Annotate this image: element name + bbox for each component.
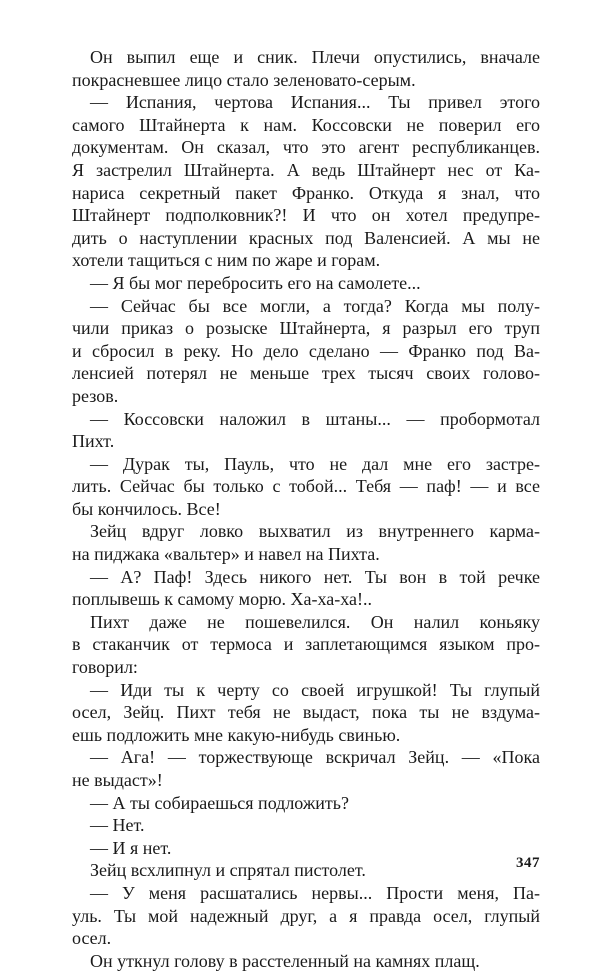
text-line: чили приказ о розыске Штайнерта, я разрыл его труп (72, 318, 540, 339)
text-line: осел, Зейц. Пихт тебя не выдаст, пока ты не вздума- (72, 702, 540, 723)
text-line: — И я нет. (90, 837, 172, 858)
paragraph (72, 679, 540, 747)
text-line: самого Штайнерта к нам. Коссовски не поверил его (72, 114, 540, 135)
paragraph (72, 950, 540, 972)
text-line: ешь подложить мне какую-нибудь свинью. (72, 724, 401, 745)
text-line: покрасневшее лицо стало зеленовато-серым. (72, 69, 416, 90)
text-line: бы кончилось. Все! (72, 498, 221, 519)
text-line: осел. (72, 928, 112, 949)
text-line: и сбросил в реку. Но дело сделано — Франко под Ва- (72, 340, 540, 361)
text-line: — Сейчас бы все могли, а тогда? Когда мы полу- (90, 295, 540, 316)
text-line: резов. (72, 385, 119, 406)
body-text (72, 46, 540, 972)
book-page (72, 46, 540, 971)
text-line: — Ага! — торжествующе вскричал Зейц. — «Пока (90, 747, 540, 768)
text-line: ленсией потерял не меньше трех тысяч своих голово- (72, 363, 540, 384)
text-line: — У меня расшатались нервы... Прости меня, Па- (90, 882, 540, 903)
text-line: Он выпил еще и сник. Плечи опустились, вначале (90, 47, 540, 67)
text-line: — Коссовски наложил в штаны... — пробормотал (90, 408, 540, 429)
paragraph (72, 792, 540, 815)
paragraph (72, 566, 540, 611)
text-line: Он уткнул голову в расстеленный на камнях плащ. (90, 950, 480, 971)
text-line: на пиджака «вальтер» и навел на Пихта. (72, 544, 380, 565)
text-line: дить о наступлении красных под Валенсией. А мы не (72, 227, 540, 248)
text-line: — Нет. (90, 815, 145, 836)
text-line: поплывешь к самому морю. Ха-ха-ха!.. (72, 589, 372, 610)
text-line: — Дурак ты, Пауль, что не дал мне его застре- (90, 453, 540, 474)
paragraph (72, 611, 540, 679)
paragraph (72, 746, 540, 791)
paragraph (72, 295, 540, 408)
text-line: — А? Паф! Здесь никого нет. Ты вон в той речке (90, 566, 540, 587)
text-line: — Испания, чертова Испания... Ты привел этого (90, 92, 540, 113)
paragraph (72, 837, 540, 860)
paragraph (72, 814, 540, 837)
text-line: Пихт. (72, 431, 115, 452)
paragraph (72, 408, 540, 453)
text-line: Штайнерт подполковник?! И что он хотел предупре- (72, 205, 540, 226)
paragraph (72, 520, 540, 565)
paragraph (72, 46, 540, 91)
page-number: 347 (516, 855, 540, 871)
paragraph (72, 453, 540, 521)
text-line: Зейц всхлипнул и спрятал пистолет. (90, 860, 366, 881)
text-line: — Я бы мог перебросить его на самолете... (90, 272, 421, 293)
text-line: Зейц вдруг ловко выхватил из внутреннего карма- (90, 521, 540, 542)
text-line: лить. Сейчас бы только с тобой... Тебя — паф! — и все (72, 476, 540, 497)
text-line: нариса секретный пакет Франко. Откуда я знал, что (72, 182, 540, 203)
text-line: не выдаст»! (72, 770, 163, 790)
text-line: хотели тащиться с ним по жаре и горам. (72, 250, 381, 271)
text-line: Я застрелил Штайнерта. А ведь Штайнерт нес от Ка- (72, 159, 540, 180)
text-line: Пихт даже не пошевелился. Он налил коньяку (90, 611, 540, 632)
text-line: — Иди ты к черту со своей игрушкой! Ты глупый (90, 679, 540, 700)
text-line: — А ты собираешься подложить? (90, 792, 349, 813)
text-line: уль. Ты мой надежный друг, а я правда осел, глупый (72, 905, 540, 926)
text-line: говорил: (72, 657, 138, 678)
text-line: документам. Он сказал, что это агент республиканцев. (72, 137, 540, 158)
paragraph (72, 272, 540, 295)
text-line: в стаканчик от термоса и заплетающимся языком про- (72, 634, 540, 655)
paragraph (72, 859, 540, 882)
paragraph (72, 882, 540, 950)
paragraph (72, 91, 540, 272)
